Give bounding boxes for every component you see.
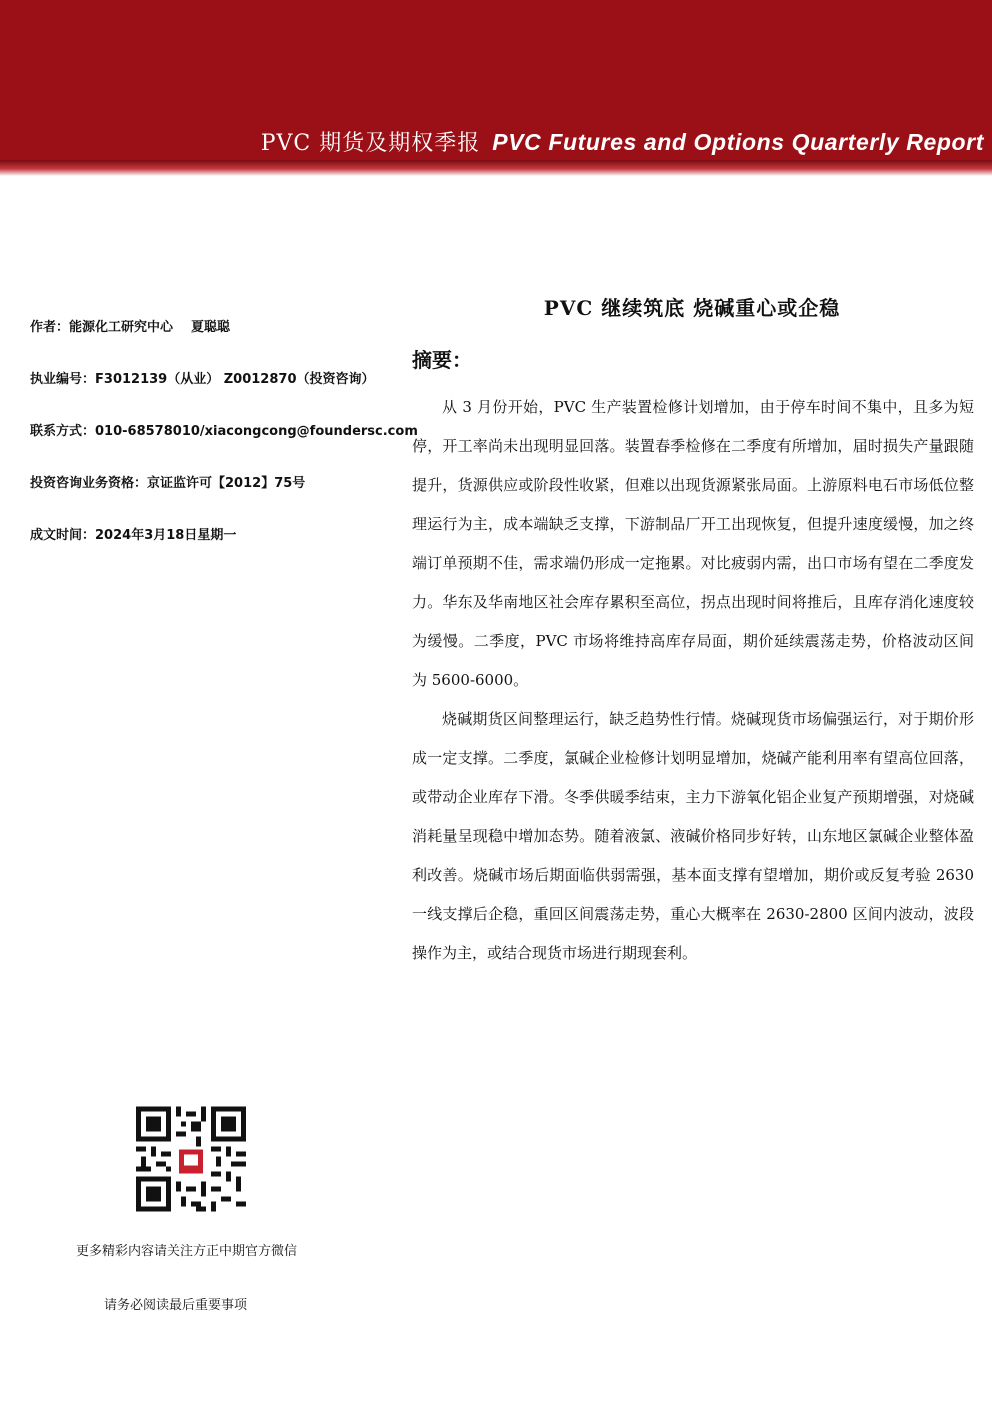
header-banner-shadow — [0, 160, 992, 176]
summary-heading: 摘要： — [412, 348, 472, 372]
report-series-title — [261, 126, 984, 157]
license-label: 执业编号： — [30, 372, 96, 387]
summary-body — [412, 388, 974, 973]
contact-label: 联系方式： — [30, 424, 96, 439]
wechat-qr-code — [136, 1106, 246, 1212]
author-label: 作者： — [30, 320, 70, 335]
license-value: F3012139（从业） Z0012870（投资咨询） — [95, 372, 375, 387]
report-series-title-en: PVC Futures and Options Quarterly Report — [492, 129, 984, 155]
summary-paragraph-caustic-soda: 烧碱期货区间整理运行，缺乏趋势性行情。烧碱现货市场偏强运行，对于期价形成一定支撑。二季度，氯碱企业检修计划明显增加，烧碱产能利用率有望高位回落，或带动企业库存下滑。冬季供暖季结束，主力下游氧化铝企业复产预期增强，对烧碱消耗量呈现稳中增加态势。随着液氯、液碱价格同步好转，山东地区氯碱企业整体盈利改善。烧碱市场后期面临供弱需强，基本面支撑有望增加，期价或反复考验 2630 一线支撑后企稳，重回区间震荡走势，重心大概率在 2630-2800 区间内波动，波段操作为主，或结合现货市场进行期现套利。 — [412, 710, 974, 962]
important-notice: 请务必阅读最后重要事项 — [104, 1298, 248, 1313]
qualification-line — [30, 472, 305, 491]
date-value: 2024年3月18日星期一 — [95, 528, 237, 543]
summary-paragraph-pvc: 从 3 月份开始，PVC 生产装置检修计划增加，由于停车时间不集中，且多为短停，开工率尚未出现明显回落。装置春季检修在二季度有所增加，届时损失产量跟随提升，货源供应或阶段性收紧，但难以出现货源紧张局面。上游原料电石市场低位整理运行为主，成本端缺乏支撑，下游制品厂开工出现恢复，但提升速度缓慢，加之终端订单预期不佳，需求端仍形成一定拖累。对比疲弱内需，出口市场有望在二季度发力。华东及华南地区社会库存累积至高位，拐点出现时间将推后，且库存消化速度较为缓慢。二季度，PVC 市场将维持高库存局面，期价延续震荡走势，价格波动区间为 5600-6000。 — [412, 398, 974, 689]
qualification-label: 投资咨询业务资格： — [30, 476, 148, 491]
report-series-title-cn: PVC 期货及期权季报 — [260, 131, 481, 156]
date-label: 成文时间： — [30, 528, 96, 543]
qr-caption: 更多精彩内容请关注方正中期官方微信 — [76, 1244, 298, 1259]
license-line — [30, 368, 374, 387]
contact-line — [30, 420, 418, 439]
author-line — [30, 316, 230, 335]
author-org: 能源化工研究中心 — [69, 320, 174, 335]
author-name: 夏聪聪 — [191, 320, 231, 335]
report-title: PVC 继续筑底 烧碱重心或企稳 — [543, 296, 841, 320]
contact-value: 010-68578010/xiacongcong@foundersc.com — [95, 424, 418, 439]
date-line — [30, 524, 236, 543]
qualification-value: 京证监许可【2012】75号 — [147, 476, 306, 491]
